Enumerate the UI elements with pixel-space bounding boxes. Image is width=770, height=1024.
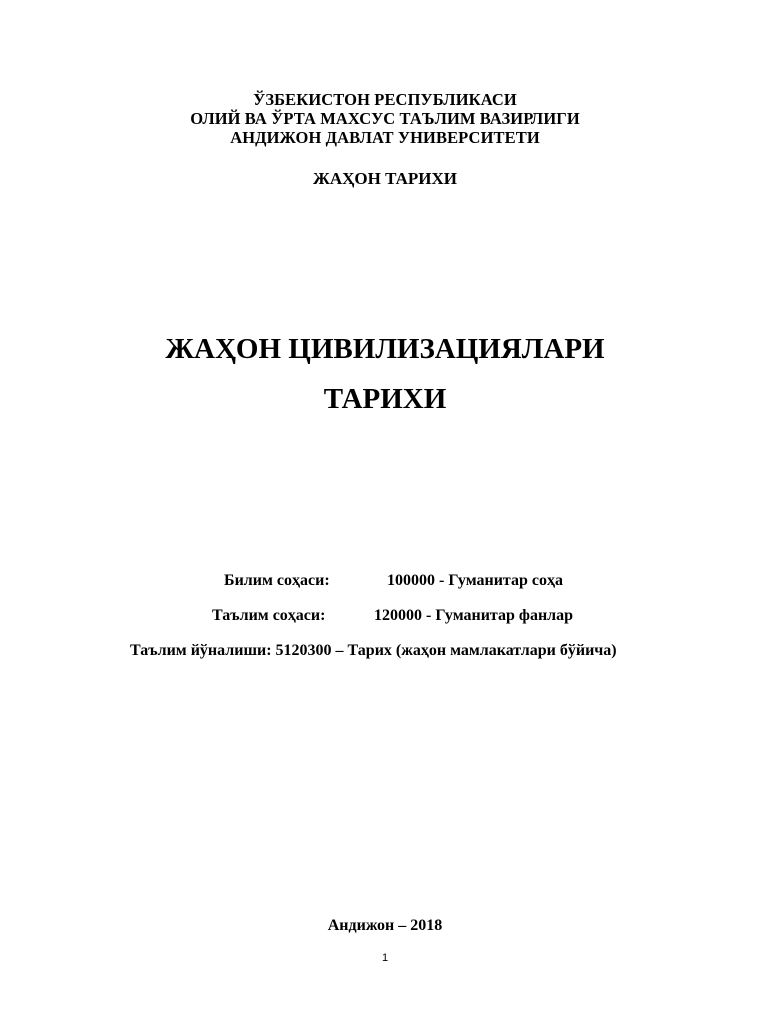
header-republic: ЎЗБЕКИСТОН РЕСПУБЛИКАСИ bbox=[253, 90, 517, 109]
education-direction: Таълим йўналиши: 5120300 – Тарих (жаҳон мамлакатлари бўйича) bbox=[130, 642, 617, 659]
page-number: 1 bbox=[381, 952, 389, 964]
education-area-value: 120000 - Гуманитар фанлар bbox=[374, 607, 574, 624]
knowledge-area-label: Билим соҳаси: bbox=[224, 572, 330, 589]
education-area-label: Таълим соҳаси: bbox=[212, 607, 326, 624]
header-university: АНДИЖОН ДАВЛАТ УНИВЕРСИТЕТИ bbox=[230, 128, 540, 147]
document-title-line-1: ЖАҲОН ЦИВИЛИЗАЦИЯЛАРИ bbox=[165, 333, 605, 365]
knowledge-area-value: 100000 - Гуманитар соҳа bbox=[387, 572, 563, 589]
subject-name: ЖАҲОН ТАРИХИ bbox=[313, 169, 457, 188]
document-title-line-2: ТАРИХИ bbox=[323, 383, 447, 415]
place-and-year: Андижон – 2018 bbox=[327, 917, 443, 934]
header-ministry: ОЛИЙ ВА ЎРТА МАХСУС ТАЪЛИМ ВАЗИРЛИГИ bbox=[190, 109, 580, 128]
